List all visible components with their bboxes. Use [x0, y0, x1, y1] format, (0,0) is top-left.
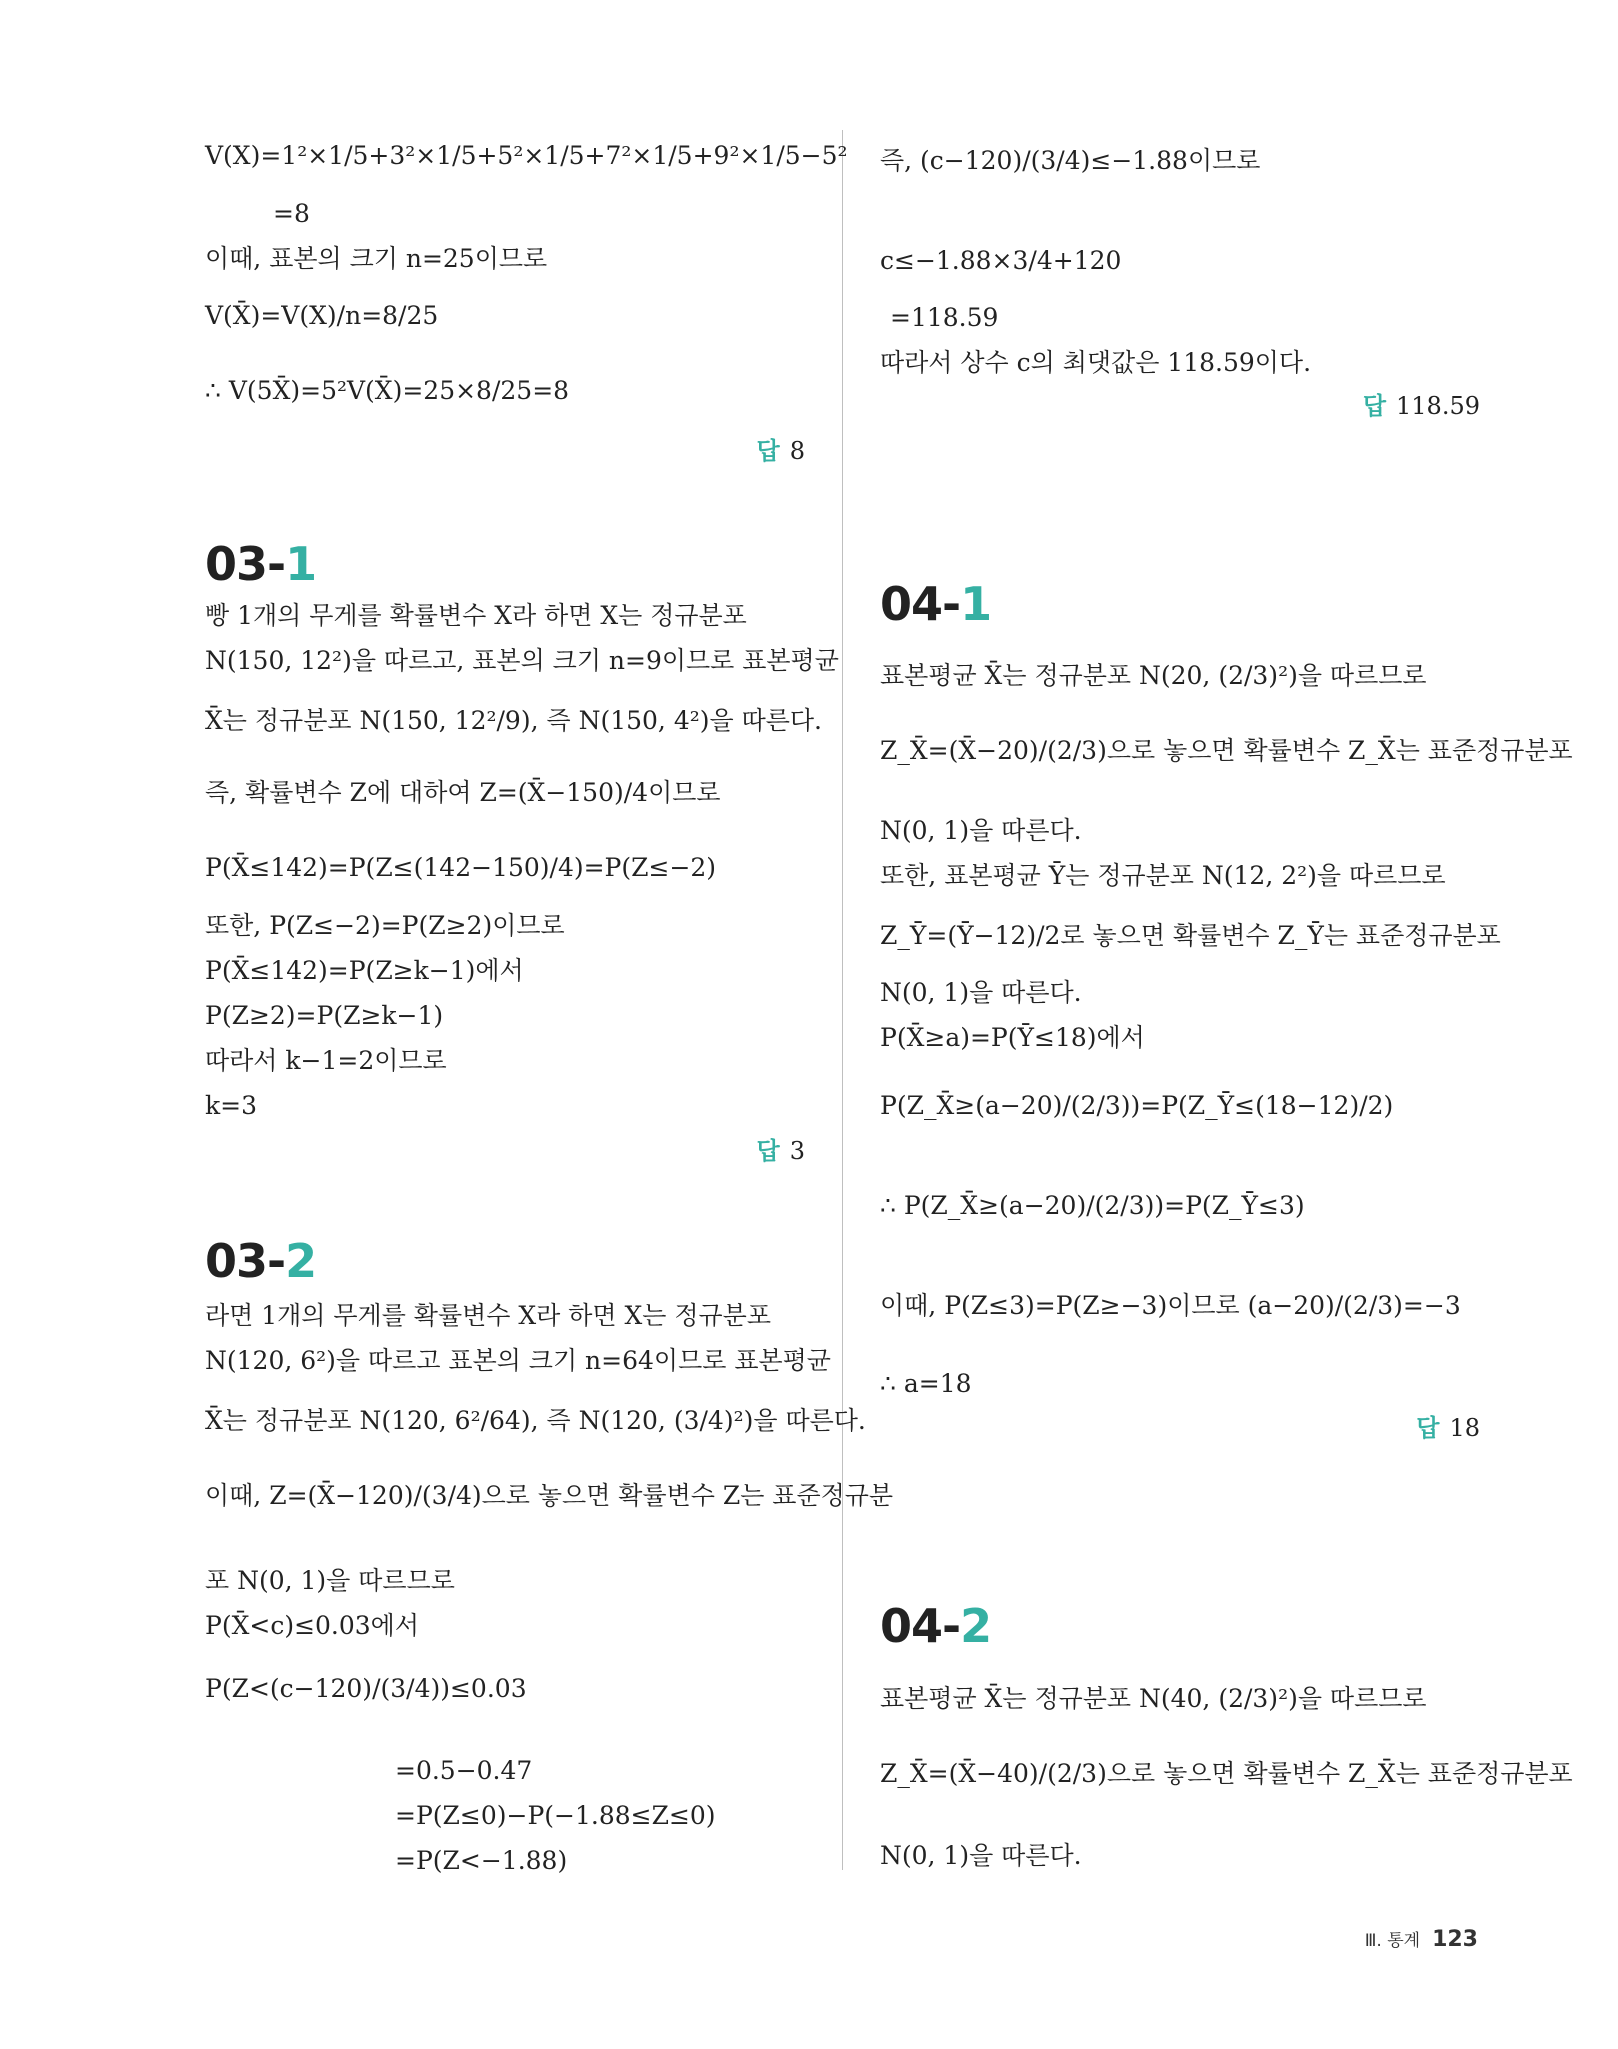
- s032-line-3: X̄는 정규분포 N(120, 6²/64), 즉 N(120, (3/4)²)을 따른다.: [205, 1406, 866, 1435]
- section-label: Ⅲ. 통계: [1364, 1931, 1421, 1951]
- s031-line-10: k=3: [205, 1091, 258, 1120]
- answer-label: 답: [756, 437, 780, 465]
- s041-line-4: 또한, 표본평균 Ȳ는 정규분포 N(12, 2²)을 따르므로: [880, 861, 1446, 890]
- answer-value: 8: [789, 437, 805, 465]
- c-bound-line: c≤−1.88×3/4+120: [880, 246, 1122, 275]
- s031-line-1: 빵 1개의 무게를 확률변수 X라 하면 X는 정규분포: [205, 601, 747, 630]
- s031-line-3: X̄는 정규분포 N(150, 12²/9), 즉 N(150, 4²)을 따른다.: [205, 706, 823, 735]
- c-bound-result: =118.59: [890, 303, 999, 332]
- max-c-text: 따라서 상수 c의 최댓값은 118.59이다.: [880, 348, 1312, 377]
- inequality-line: 즉, (c−120)/(3/4)≤−1.88이므로: [880, 146, 1261, 175]
- s031-line-8: P(Z≥2)=P(Z≥k−1): [205, 1001, 444, 1030]
- s032-line-4: 이때, Z=(X̄−120)/(3/4)으로 놓으면 확률변수 Z는 표준정규분: [205, 1481, 894, 1510]
- s042-line-3: N(0, 1)을 따른다.: [880, 1841, 1082, 1870]
- section-heading-03-1: 03-1: [205, 537, 317, 591]
- section-heading-03-2: 03-2: [205, 1234, 317, 1288]
- answer-label: 답: [1416, 1414, 1440, 1442]
- s041-line-7: P(X̄≥a)=P(Ȳ≤18)에서: [880, 1023, 1145, 1052]
- s041-line-6: N(0, 1)을 따른다.: [880, 978, 1082, 1007]
- answer-value: 3: [789, 1137, 805, 1165]
- variance-result: =8: [273, 199, 310, 228]
- answer-value: 18: [1449, 1414, 1480, 1442]
- answer-04-1: [1416, 1412, 1480, 1444]
- s032-line-9: =P(Z≤0)−P(−1.88≤Z≤0): [395, 1801, 716, 1830]
- s032-line-2: N(120, 6²)을 따르고 표본의 크기 n=64이므로 표본평균: [205, 1346, 831, 1375]
- page-footer: [1365, 1923, 1478, 1952]
- s032-line-7: P(Z<(c−120)/(3/4))≤0.03: [205, 1674, 527, 1703]
- s041-line-8: P(Z_X̄≥(a−20)/(2/3))=P(Z_Ȳ≤(18−12)/2): [880, 1091, 1394, 1120]
- section-heading-04-1: 04-1: [880, 577, 992, 631]
- s032-line-1: 라면 1개의 무게를 확률변수 X라 하면 X는 정규분포: [205, 1301, 771, 1330]
- sample-size-text: 이때, 표본의 크기 n=25이므로: [205, 244, 548, 273]
- s031-line-5: P(X̄≤142)=P(Z≤(142−150)/4)=P(Z≤−2): [205, 853, 717, 882]
- s031-line-9: 따라서 k−1=2이므로: [205, 1046, 447, 1075]
- answer-label: 답: [756, 1137, 780, 1165]
- s041-line-11: ∴ a=18: [880, 1369, 972, 1398]
- s032-line-6: P(X̄<c)≤0.03에서: [205, 1611, 419, 1640]
- s041-line-1: 표본평균 X̄는 정규분포 N(20, (2/3)²)을 따르므로: [880, 661, 1427, 690]
- answer-label: 답: [1362, 392, 1387, 420]
- sample-mean-variance: V(X̄)=V(X)/n=8/25: [205, 301, 439, 330]
- s031-line-7: P(X̄≤142)=P(Z≥k−1)에서: [205, 956, 524, 985]
- s031-line-6: 또한, P(Z≤−2)=P(Z≥2)이므로: [205, 911, 565, 940]
- page-number: 123: [1432, 1927, 1478, 1952]
- s031-line-2: N(150, 12²)을 따르고, 표본의 크기 n=9이므로 표본평균: [205, 646, 839, 675]
- s032-line-5: 포 N(0, 1)을 따르므로: [205, 1566, 455, 1595]
- answer-top-left: [757, 435, 805, 467]
- s032-line-10: =P(Z<−1.88): [395, 1846, 568, 1875]
- s041-line-5: Z_Ȳ=(Ȳ−12)/2로 놓으면 확률변수 Z_Ȳ는 표준정규분포: [880, 921, 1501, 950]
- s041-line-2: Z_X̄=(X̄−20)/(2/3)으로 놓으면 확률변수 Z_X̄는 표준정규분포: [880, 736, 1573, 765]
- s041-line-3: N(0, 1)을 따른다.: [880, 816, 1082, 845]
- answer-value: 118.59: [1396, 392, 1480, 420]
- s032-line-8: =0.5−0.47: [395, 1756, 533, 1785]
- column-divider: [842, 130, 843, 1870]
- conclusion-equation: ∴ V(5X̄)=5²V(X̄)=25×8/25=8: [205, 376, 570, 405]
- s041-line-10: 이때, P(Z≤3)=P(Z≥−3)이므로 (a−20)/(2/3)=−3: [880, 1291, 1461, 1320]
- answer-03-1: [757, 1135, 805, 1167]
- answer-top-right: [1363, 390, 1480, 422]
- s031-line-4: 즉, 확률변수 Z에 대하여 Z=(X̄−150)/4이므로: [205, 778, 721, 807]
- s042-line-1: 표본평균 X̄는 정규분포 N(40, (2/3)²)을 따르므로: [880, 1684, 1427, 1713]
- s042-line-2: Z_X̄=(X̄−40)/(2/3)으로 놓으면 확률변수 Z_X̄는 표준정규분포: [880, 1759, 1573, 1788]
- section-heading-04-2: 04-2: [880, 1599, 992, 1653]
- s041-line-9: ∴ P(Z_X̄≥(a−20)/(2/3))=P(Z_Ȳ≤3): [880, 1191, 1305, 1220]
- variance-equation: V(X)=1²×1/5+3²×1/5+5²×1/5+7²×1/5+9²×1/5−5²: [205, 141, 848, 170]
